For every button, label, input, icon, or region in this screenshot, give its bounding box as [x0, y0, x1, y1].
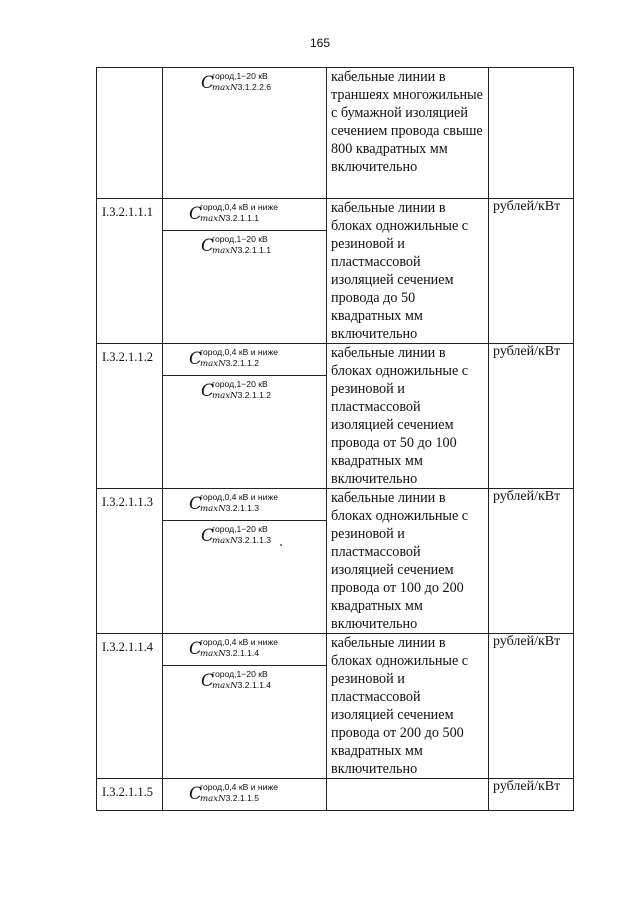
formula-cell: [163, 68, 327, 199]
formula-subscript: [200, 214, 259, 224]
description-cell: [327, 199, 489, 344]
formula-subscript-index: 3.2.1.1.1: [237, 245, 272, 255]
tariff-formula: [163, 199, 326, 230]
formula-symbol: C: [189, 204, 203, 224]
formula-cell: [163, 344, 327, 489]
tariff-table-body: [97, 68, 574, 811]
formula-subscript: [212, 83, 271, 93]
formula-subscript-index: 3.2.1.1.5: [225, 793, 260, 803]
formula-subscript-variable: maxN: [212, 246, 238, 256]
formula-symbol: C: [189, 639, 203, 659]
unit-cell: [489, 199, 574, 344]
formula-subscript-index: 3.2.1.1.2: [237, 390, 272, 400]
tariff-formula: [163, 344, 326, 375]
row-unit: рублей/кВт: [493, 344, 561, 359]
formula-symbol: C: [189, 494, 203, 514]
formula-cell: [163, 199, 327, 344]
formula-subscript-variable: maxN: [200, 504, 226, 514]
table-row: [97, 634, 574, 779]
row-description: кабельные линии в блоках одножильные с резиновой и пластмассовой изоляцией сечением провода до 50 квадратных мм включительно: [331, 200, 469, 342]
row-code-cell: [97, 634, 163, 779]
table-row: [97, 199, 574, 344]
tariff-formula: [163, 634, 326, 665]
formula-symbol: C: [201, 671, 215, 691]
formula-superscript: город,0,4 кВ и ниже: [200, 492, 278, 502]
formula-subscript-variable: maxN: [200, 649, 226, 659]
formula-cell: [163, 634, 327, 779]
formula-subscript: [212, 536, 271, 546]
formula-superscript: город,0,4 кВ и ниже: [200, 782, 278, 792]
formula-subscript-variable: maxN: [200, 359, 226, 369]
formula-superscript: город,1−20 кВ: [212, 234, 268, 244]
formula-subscript-index: 3.1.2.2.6: [237, 82, 272, 92]
tariff-formula: [163, 375, 326, 406]
formula-symbol: C: [189, 784, 203, 804]
table-row: [97, 344, 574, 489]
formula-symbol: C: [201, 236, 215, 256]
formula-subscript: [200, 504, 259, 514]
tariff-formula: [163, 779, 326, 810]
page-number: 165: [309, 36, 331, 50]
formula-superscript: город,1−20 кВ: [212, 524, 268, 534]
formula-subscript-variable: maxN: [212, 681, 238, 691]
formula-symbol: C: [201, 381, 215, 401]
formula-subscript-variable: maxN: [212, 83, 238, 93]
formula-subscript: [200, 649, 259, 659]
unit-cell: [489, 489, 574, 634]
row-code: I.3.2.1.1.4: [102, 640, 154, 654]
tariff-formula: [163, 665, 326, 696]
row-description: кабельные линии в блоках одножильные с резиновой и пластмассовой изоляцией сечением провода от 50 до 100 квадратных мм включительно: [331, 345, 469, 487]
unit-cell: [489, 634, 574, 779]
formula-subscript: [200, 359, 259, 369]
formula-subscript: [200, 794, 259, 804]
formula-subscript-index: 3.2.1.1.4: [237, 680, 272, 690]
formula-subscript-variable: maxN: [212, 536, 238, 546]
description-cell: [327, 344, 489, 489]
row-code: I.3.2.1.1.5: [102, 785, 154, 799]
formula-subscript-index: 3.2.1.1.1: [225, 213, 260, 223]
tariff-formula: [163, 68, 326, 99]
formula-cell: [163, 779, 327, 811]
formula-symbol: C: [201, 73, 215, 93]
row-description: кабельные линии в траншеях многожильные с бумажной изоляцией сечением провода свыше 800 квадратных мм включительно: [331, 69, 483, 175]
formula-subscript: [212, 246, 271, 256]
row-unit: рублей/кВт: [493, 634, 561, 649]
formula-subscript-variable: maxN: [200, 794, 226, 804]
row-unit: рублей/кВт: [493, 199, 561, 214]
tariff-formula: [163, 489, 326, 520]
formula-superscript: город,1−20 кВ: [212, 669, 268, 679]
formula-subscript: [212, 681, 271, 691]
row-code-cell: [97, 344, 163, 489]
table-row: [97, 779, 574, 811]
unit-cell: [489, 68, 574, 199]
tariff-formula: [163, 520, 326, 551]
formula-subscript: [212, 391, 271, 401]
row-code-cell: [97, 199, 163, 344]
row-unit: рублей/кВт: [493, 779, 561, 794]
formula-superscript: город,1−20 кВ: [212, 71, 268, 81]
table-row: [97, 68, 574, 199]
row-code: I.3.2.1.1.3: [102, 495, 154, 509]
formula-subscript-index: 3.2.1.1.3: [237, 535, 272, 545]
formula-subscript-index: 3.2.1.1.2: [225, 358, 260, 368]
row-code: I.3.2.1.1.1: [102, 205, 154, 219]
row-code-cell: [97, 68, 163, 199]
formula-subscript-index: 3.2.1.1.4: [225, 648, 260, 658]
tariff-formula: [163, 230, 326, 261]
tariff-table: [96, 67, 574, 811]
unit-cell: [489, 779, 574, 811]
row-code-cell: [97, 489, 163, 634]
formula-subscript-variable: maxN: [200, 214, 226, 224]
formula-superscript: город,0,4 кВ и ниже: [200, 347, 278, 357]
row-code: I.3.2.1.1.2: [102, 350, 154, 364]
description-cell: [327, 634, 489, 779]
formula-superscript: город,0,4 кВ и ниже: [200, 202, 278, 212]
row-description: кабельные линии в блоках одножильные с резиновой и пластмассовой изоляцией сечением провода от 100 до 200 квадратных мм включительно: [331, 490, 469, 632]
description-cell: [327, 779, 489, 811]
row-code-cell: [97, 779, 163, 811]
table-row: [97, 489, 574, 634]
description-cell: [327, 489, 489, 634]
formula-subscript-variable: maxN: [212, 391, 238, 401]
description-cell: [327, 68, 489, 199]
row-unit: рублей/кВт: [493, 489, 561, 504]
row-description: кабельные линии в блоках одножильные с резиновой и пластмассовой изоляцией сечением провода от 200 до 500 квадратных мм включительно: [331, 635, 469, 777]
scan-speck: [280, 544, 282, 546]
formula-cell: [163, 489, 327, 634]
unit-cell: [489, 344, 574, 489]
formula-subscript-index: 3.2.1.1.3: [225, 503, 260, 513]
formula-symbol: C: [189, 349, 203, 369]
formula-symbol: C: [201, 526, 215, 546]
formula-superscript: город,0,4 кВ и ниже: [200, 637, 278, 647]
formula-superscript: город,1−20 кВ: [212, 379, 268, 389]
row-code: [97, 68, 162, 74]
